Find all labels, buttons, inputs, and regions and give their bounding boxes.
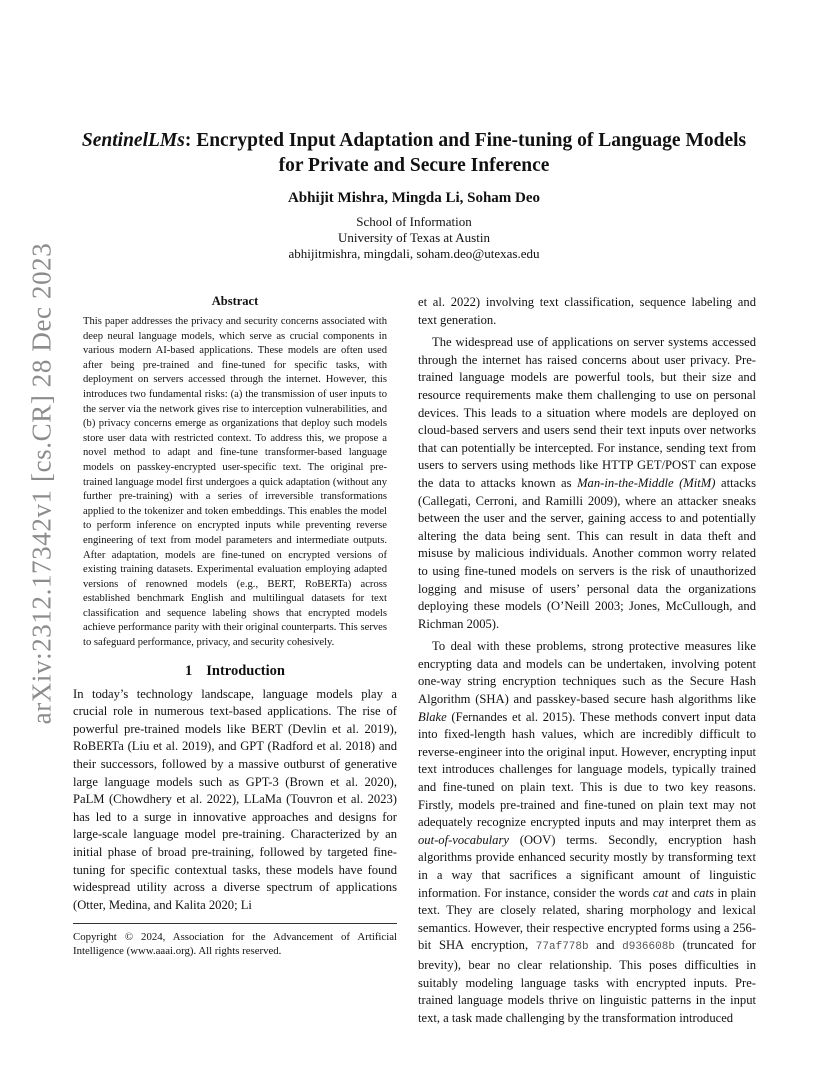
section-heading-introduction bbox=[73, 663, 397, 680]
paper-title bbox=[70, 128, 758, 178]
para2-text-b: attacks (Callegati, Cerroni, and Ramilli 2009), where an attacker sneaks between the user and the server, gaining access to and potentially altering the data being sent. This can result in data theft and misuse by malicious individuals. Another common worry related to using fine-tuned models on servers is the risk of unauthorized logging and misuse of users’ personal data the organizations deploying these models (O’Neill 2003; Jones, McCullough, and Richman 2005). bbox=[418, 475, 756, 631]
para3-text-g: (truncated for brevity), bear no clear relationship. This poses difficulties in suitably modeling language tasks with encrypted inputs. Pre-trained language models thrive on linguistic patterns in the input text, a task made challenging by the transformation introduced bbox=[418, 938, 756, 1025]
mitm-term: Man-in-the-Middle (MitM) bbox=[577, 475, 716, 490]
hash-example-2: d936608b bbox=[622, 941, 675, 954]
para3-text-a: To deal with these problems, strong protective measures like encrypting data and models can be undertaken, involving potent one-way string encryption techniques such as the Secure Hash Algorithm (SHA) and passkey-based secure hash algorithms like bbox=[418, 639, 756, 707]
section-number: 1 bbox=[185, 662, 193, 679]
affiliation-university: University of Texas at Austin bbox=[338, 230, 490, 245]
arxiv-sidebar-stamp bbox=[20, 242, 64, 724]
left-column bbox=[73, 294, 397, 914]
intro-paragraph-1: In today’s technology landscape, language models play a crucial role in numerous text-based applications. The rise of powerful pre-trained models like BERT (Devlin et al. 2019), RoBERTa (Liu et al. 2019), and GPT (Radford et al. 2018) and their successors, followed by a massive outburst of generative large language models such as GPT-3 (Brown et al. 2020), PaLM (Chowdhery et al. 2022), LLaMa (Touvron et al. 2023) has led to a surge in innovative approaches and designs for large-scale language model pre-training. Characterized by an initial phase of broad pre-training, followed by targeted fine-tuning for specific contextual tasks, these models have found widespread utility across a diverse spectrum of applications (Otter, Medina, and Kalita 2020; Li bbox=[73, 686, 397, 912]
title-rest: : Encrypted Input Adaptation and Fine-tuning of Language Models for Private and Secure Inference bbox=[184, 130, 747, 176]
arxiv-identifier: arXiv:2312.17342v1 [cs.CR] 28 Dec 2023 bbox=[26, 242, 57, 724]
intro-paragraph-2 bbox=[418, 334, 756, 633]
affiliation-school: School of Information bbox=[356, 214, 472, 229]
cat-term: cat bbox=[652, 885, 669, 900]
intro-paragraph-3 bbox=[418, 638, 756, 1027]
cats-term: cats bbox=[693, 885, 714, 900]
oov-term: out-of-vocabulary bbox=[418, 832, 509, 847]
author-emails: abhijitmishra, mingdali, soham.deo@utexas.edu bbox=[288, 246, 540, 261]
hash-example-1: 77af778b bbox=[535, 941, 589, 954]
abstract-heading: Abstract bbox=[211, 294, 259, 308]
abstract-text: This paper addresses the privacy and security concerns associated with deep neural language models, which serve as crucial components in various modern AI-based applications. These models are often used after being pre-trained and fine-tuned for specific tasks, with deployment on servers accessed through the internet. However, this introduces two fundamental risks: (a) the transmission of user inputs to the server via the network gives rise to interception vulnerabilities, and (b) privacy concerns emerge as organizations that deploy such models store user data with restricted context. To address this, we propose a novel method to adapt and fine-tune transformer-based language models on passkey-encrypted user-specific text. The original pre-trained language model first undergoes a quick adaptation (without any further pre-training) with a series of irreversible transformations applied to the tokenizer and token embeddings. This enables the model to perform inference on encrypted inputs while preventing reverse engineering of text from model parameters and intermediate outputs. After adaptation, models are fine-tuned on encrypted versions of existing training datasets. Experimental evaluation employing adapted versions of renowned models (e.g., BERT, RoBERTa) across established benchmark English and multilingual datasets for text classification and sequence labeling shows that encrypted models achieve performance parity with their original counterparts. This serves to safeguard performance, privacy, and security cohesively. bbox=[83, 316, 387, 649]
para3-text-c: (OOV) terms. Secondly, encryption hash algorithms provide enhanced security mostly by transforming text in a way that sacrifices a significant amount of linguistic information. For instance, consider the words bbox=[418, 832, 756, 900]
author-list: Abhijit Mishra, Mingda Li, Soham Deo bbox=[287, 190, 541, 206]
right-column bbox=[418, 294, 756, 1027]
section-title: Introduction bbox=[206, 662, 285, 679]
affiliation-block bbox=[70, 214, 758, 262]
para3-text-b: (Fernandes et al. 2015). These methods convert input data into fixed-length hash values, which are incredibly difficult to reverse-engineer into the original input. However, encrypting input text introduces challenges for language models, typically trained and fine-tuned on plain text. This is due to two key reasons. Firstly, models pre-trained and fine-tuned on plain text may not adequately recognize encrypted inputs and may interpret them as bbox=[418, 709, 756, 830]
copyright-footnote: Copyright © 2024, Association for the Advancement of Artificial Intelligence (www.aaai.org). All rights reserved. bbox=[73, 923, 397, 958]
blake-term: Blake bbox=[418, 709, 447, 724]
para3-text-d: and bbox=[668, 885, 694, 900]
para3-text-e: in plain text. They are closely related, sharing morphology and lexical semantics. However, their respective encrypted forms using a 256-bit SHA encryption, bbox=[418, 885, 756, 953]
title-italic-name: SentinelLMs bbox=[81, 130, 185, 151]
para3-text-f: and bbox=[588, 938, 623, 953]
para2-text-a: The widespread use of applications on server systems accessed through the internet has raised concerns about user privacy. Pre-trained language models are powerful tools, but their size and resource requirements make them challenging to use on personal devices. This leads to a situation where models are deployed on cloud-based servers and users send their text inputs over networks that can potentially be intercepted. For instance, sending text from users to servers using methods like HTTP GET/POST can expose the data to attacks known as bbox=[418, 335, 756, 490]
intro-paragraph-1-continued: et al. 2022) involving text classification, sequence labeling and text generation. bbox=[418, 295, 756, 327]
